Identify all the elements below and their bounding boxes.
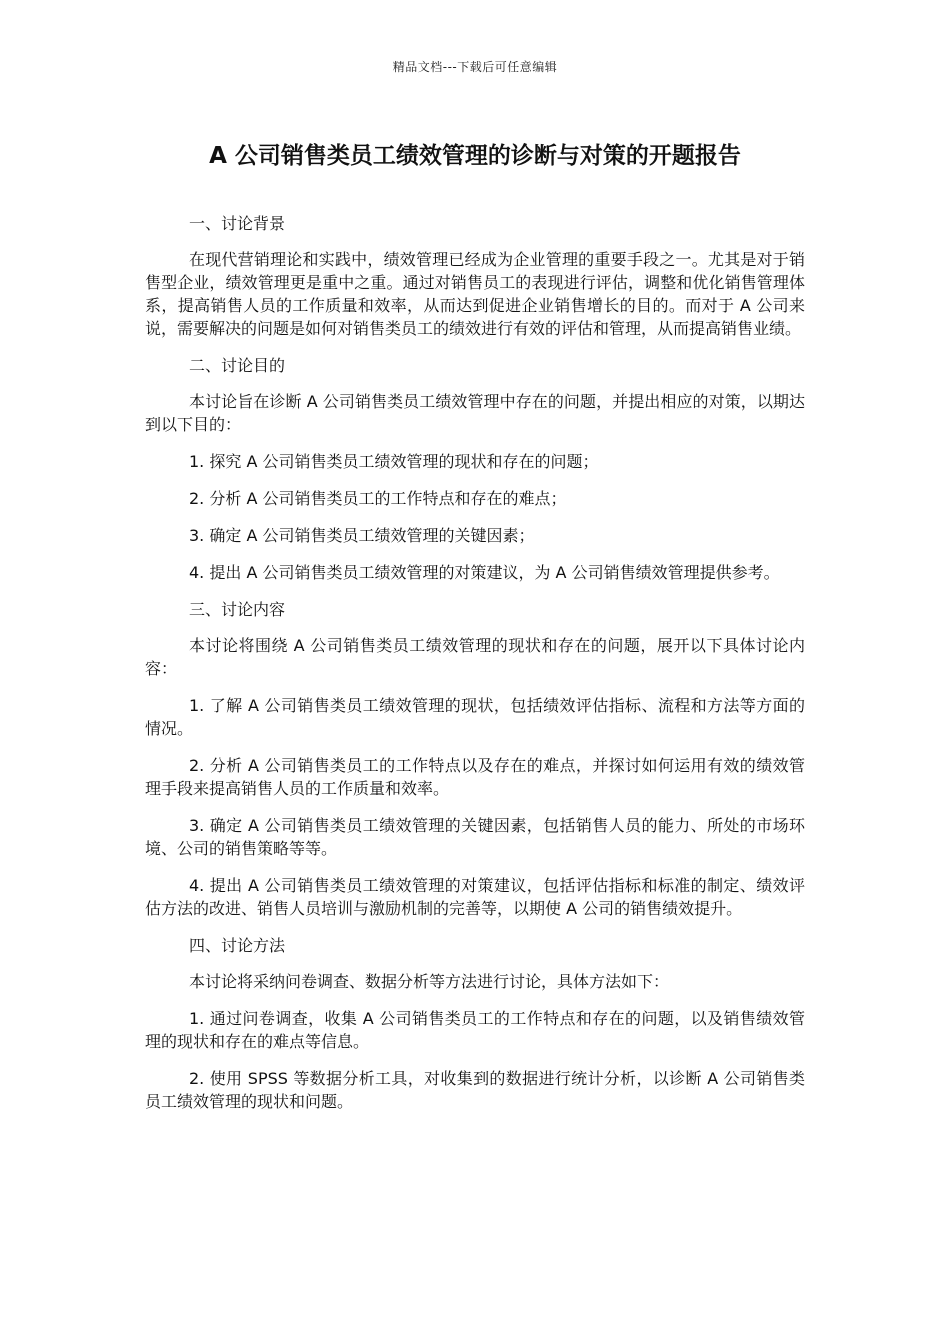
paragraph-method-intro: 本讨论将采纳问卷调查、数据分析等方法进行讨论，具体方法如下： — [189, 972, 670, 991]
list-item-purpose-1: 1. 探究 A 公司销售类员工绩效管理的现状和存在的问题； — [189, 452, 599, 471]
section-heading-purpose: 二、讨论目的 — [189, 356, 286, 375]
list-item-content-1: 1. 了解 A 公司销售类员工绩效管理的现状，包括绩效评估指标、流程和方法等方面的情况。 — [145, 696, 805, 738]
header-note: 精品文档---下载后可任意编辑 — [392, 60, 558, 74]
paragraph-background: 在现代营销理论和实践中，绩效管理已经成为企业管理的重要手段之一。尤其是对于销售型企业，绩效管理更是重中之重。通过对销售员工的表现进行评估，调整和优化销售管理体系，提高销售人员的工作质量和效率，从而达到促进企业销售增长的目的。而对于 A 公司来说，需要解决的问题是如何对销售类员工的绩效进行有效的评估和管理，从而提高销售业绩。 — [145, 250, 805, 338]
list-item-purpose-2: 2. 分析 A 公司销售类员工的工作特点和存在的难点； — [189, 489, 567, 508]
section-heading-background: 一、讨论背景 — [189, 214, 286, 233]
list-item-purpose-3: 3. 确定 A 公司销售类员工绩效管理的关键因素； — [189, 526, 535, 545]
section-heading-content: 三、讨论内容 — [189, 600, 286, 619]
section-heading-method: 四、讨论方法 — [189, 936, 286, 955]
list-item-content-3: 3. 确定 A 公司销售类员工绩效管理的关键因素，包括销售人员的能力、所处的市场环境、公司的销售策略等等。 — [145, 816, 805, 858]
paragraph-content-intro: 本讨论将围绕 A 公司销售类员工绩效管理的现状和存在的问题，展开以下具体讨论内容： — [145, 636, 805, 678]
list-item-content-2: 2. 分析 A 公司销售类员工的工作特点以及存在的难点，并探讨如何运用有效的绩效管理手段来提高销售人员的工作质量和效率。 — [145, 756, 805, 798]
list-item-method-2: 2. 使用 SPSS 等数据分析工具，对收集到的数据进行统计分析，以诊断 A 公司销售类员工绩效管理的现状和问题。 — [145, 1069, 805, 1111]
paragraph-purpose-intro: 本讨论旨在诊断 A 公司销售类员工绩效管理中存在的问题，并提出相应的对策，以期达到以下目的： — [145, 392, 805, 434]
document-title: A 公司销售类员工绩效管理的诊断与对策的开题报告 — [209, 143, 741, 169]
list-item-content-4: 4. 提出 A 公司销售类员工绩效管理的对策建议，包括评估指标和标准的制定、绩效评估方法的改进、销售人员培训与激励机制的完善等，以期使 A 公司的销售绩效提升。 — [145, 876, 805, 918]
list-item-purpose-4: 4. 提出 A 公司销售类员工绩效管理的对策建议，为 A 公司销售绩效管理提供参考。 — [189, 563, 780, 582]
list-item-method-1: 1. 通过问卷调查，收集 A 公司销售类员工的工作特点和存在的问题，以及销售绩效管理的现状和存在的难点等信息。 — [145, 1009, 805, 1051]
document-body — [145, 212, 805, 1127]
